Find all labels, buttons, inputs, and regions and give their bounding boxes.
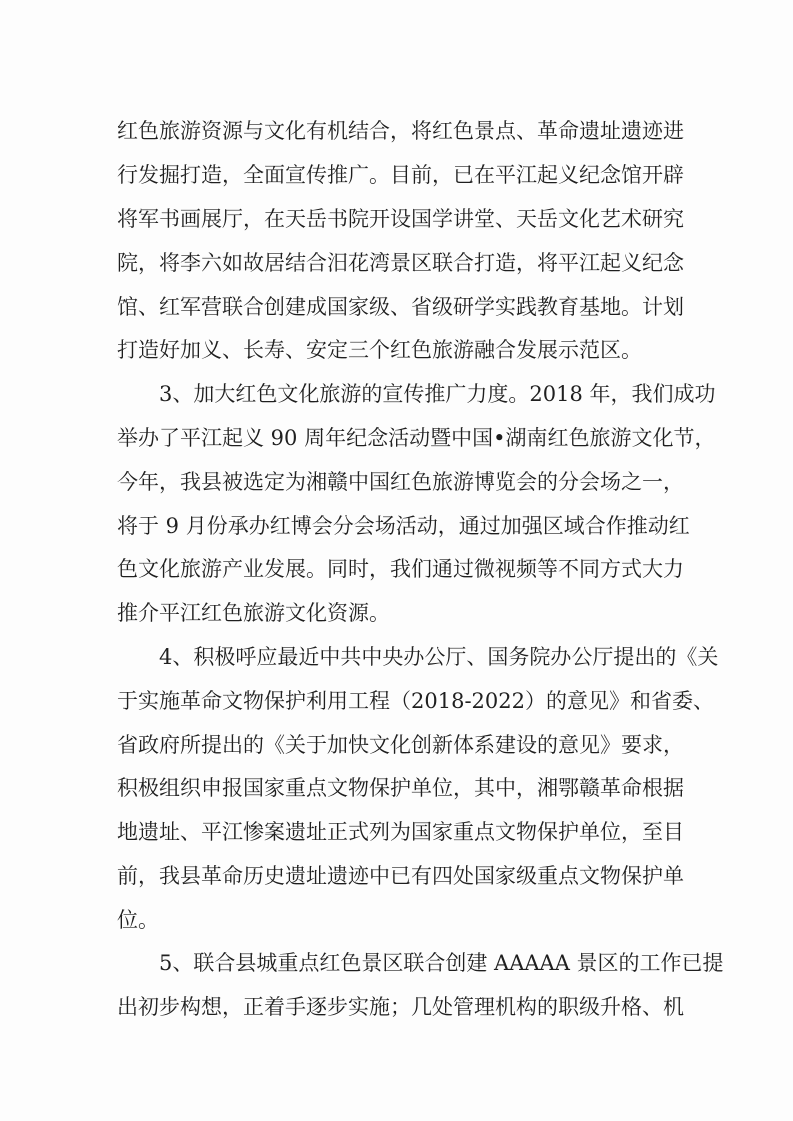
text-line-5: 馆、红军营联合创建成国家级、省级研学实践教育基地。计划 bbox=[117, 295, 684, 319]
text-line-17: 地遗址、平江惨案遗址正式列为国家重点文物保护单位，至目 bbox=[117, 820, 684, 844]
text-line-1: 红色旅游资源与文化有机结合，将红色景点、革命遗址遗迹进 bbox=[117, 119, 684, 143]
text-line-9: 今年，我县被选定为湘赣中国红色旅游博览会的分会场之一， bbox=[117, 470, 684, 494]
text-line-2: 行发掘打造，全面宣传推广。目前，已在平江起义纪念馆开辟 bbox=[117, 163, 684, 187]
text-line-3: 将军书画展厅，在天岳书院开设国学讲堂、天岳文化艺术研究 bbox=[117, 207, 684, 231]
text-line-7: 3、加大红色文化旅游的宣传推广力度。2018 年，我们成功 bbox=[159, 382, 716, 406]
text-line-21: 出初步构想，正着手逐步实施；几处管理机构的职级升格、机 bbox=[117, 995, 684, 1019]
text-line-6: 打造好加义、长寿、安定三个红色旅游融合发展示范区。 bbox=[117, 338, 642, 362]
text-line-14: 于实施革命文物保护利用工程（2018-2022）的意见》和省委、 bbox=[117, 689, 714, 713]
text-line-20: 5、联合县城重点红色景区联合创建 AAAAA 景区的工作已提 bbox=[159, 951, 724, 975]
text-line-15: 省政府所提出的《关于加快文化创新体系建设的意见》要求， bbox=[117, 733, 684, 757]
text-line-12: 推介平江红色旅游文化资源。 bbox=[117, 601, 390, 625]
text-line-8: 举办了平江起义 90 周年纪念活动暨中国•湖南红色旅游文化节， bbox=[117, 426, 716, 450]
text-line-19: 位。 bbox=[117, 908, 159, 932]
text-line-10: 将于 9 月份承办红博会分会场活动，通过加强区域合作推动红 bbox=[117, 514, 690, 538]
text-line-16: 积极组织申报国家重点文物保护单位，其中，湘鄂赣革命根据 bbox=[117, 776, 684, 800]
text-line-4: 院，将李六如故居结合汨花湾景区联合打造，将平江起义纪念 bbox=[117, 251, 684, 275]
text-line-13: 4、积极呼应最近中共中央办公厅、国务院办公厅提出的《关 bbox=[159, 645, 719, 669]
text-line-18: 前，我县革命历史遗址遗迹中已有四处国家级重点文物保护单 bbox=[117, 864, 684, 888]
text-line-11: 色文化旅游产业发展。同时，我们通过微视频等不同方式大力 bbox=[117, 557, 684, 581]
